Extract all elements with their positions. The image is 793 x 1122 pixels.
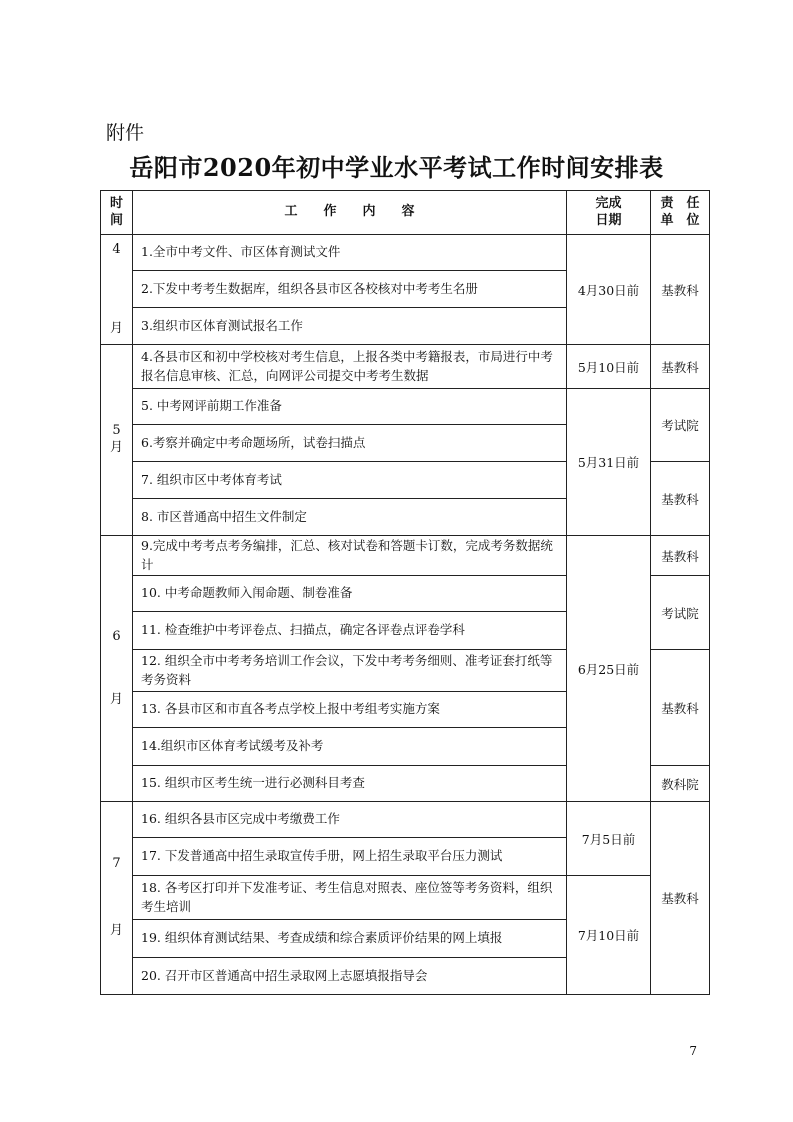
month-july-char: 月 xyxy=(109,923,123,939)
month-june-char: 月 xyxy=(109,691,123,707)
month-april-number: 4 xyxy=(112,241,121,257)
unit-cell-5: 基教科 xyxy=(651,536,710,576)
date-cell-2: 5月10日前 xyxy=(567,345,651,389)
work-item-17: 17. 下发普通高中招生录取宣传手册，网上招生录取平台压力测试 xyxy=(133,838,567,876)
table-row xyxy=(101,536,710,576)
work-item-4: 4.各县市区和初中学校核对考生信息，上报各类中考籍报表，市局进行中考报名信息审核、汇总，向网评公司提交中考考生数据 xyxy=(133,345,567,389)
month-cell-may: 5 月 xyxy=(101,345,133,536)
table-row xyxy=(101,802,710,838)
date-cell-5: 7月5日前 xyxy=(567,802,651,876)
date-cell-4: 6月25日前 xyxy=(567,536,651,802)
date-cell-1: 4月30日前 xyxy=(567,235,651,345)
unit-cell-9: 基教科 xyxy=(651,802,710,995)
unit-cell-6: 考试院 xyxy=(651,576,710,650)
header-work-content: 工 作 内 容 xyxy=(133,191,567,235)
unit-cell-8: 教科院 xyxy=(651,766,710,802)
work-item-8: 8. 市区普通高中招生文件制定 xyxy=(133,499,567,536)
work-item-9: 9.完成中考考点考务编排，汇总、核对试卷和答题卡订数，完成考务数据统计 xyxy=(133,536,567,576)
work-item-10: 10. 中考命题教师入闱命题、制卷准备 xyxy=(133,576,567,612)
unit-cell-2: 基教科 xyxy=(651,345,710,389)
month-cell-june xyxy=(101,536,133,802)
page-title: 岳阳市2020年初中学业水平考试工作时间安排表 xyxy=(129,153,664,182)
unit-cell-4: 基教科 xyxy=(651,462,710,536)
work-item-19: 19. 组织体育测试结果、考查成绩和综合素质评价结果的网上填报 xyxy=(133,920,567,958)
page-number: 7 xyxy=(689,1044,697,1058)
header-responsible-unit: 责 任 单 位 xyxy=(651,191,710,235)
table-row xyxy=(101,389,710,425)
table-row xyxy=(101,345,710,389)
table-row xyxy=(101,876,710,920)
work-item-20: 20. 召开市区普通高中招生录取网上志愿填报指导会 xyxy=(133,958,567,995)
work-item-11: 11. 检查维护中考评卷点、扫描点，确定各评卷点评卷学科 xyxy=(133,612,567,650)
work-item-3: 3.组织市区体育测试报名工作 xyxy=(133,308,567,345)
work-item-15: 15. 组织市区考生统一进行必测科目考查 xyxy=(133,766,567,802)
table-header-row xyxy=(101,191,710,235)
work-item-18: 18. 各考区打印并下发准考证、考生信息对照表、座位签等考务资料，组织考生培训 xyxy=(133,876,567,920)
unit-cell-1: 基教科 xyxy=(651,235,710,345)
month-cell-april xyxy=(101,235,133,345)
work-item-16: 16. 组织各县市区完成中考缴费工作 xyxy=(133,802,567,838)
month-july-number: 7 xyxy=(112,856,121,871)
work-item-5: 5. 中考网评前期工作准备 xyxy=(133,389,567,425)
work-item-2: 2.下发中考考生数据库，组织各县市区各校核对中考考生名册 xyxy=(133,271,567,308)
month-april-char: 月 xyxy=(109,320,123,336)
work-item-7: 7. 组织市区中考体育考试 xyxy=(133,462,567,499)
date-cell-6: 7月10日前 xyxy=(567,876,651,995)
header-completion-date: 完成 日期 xyxy=(567,191,651,235)
month-june-number: 6 xyxy=(112,628,121,644)
work-item-1: 1.全市中考文件、市区体育测试文件 xyxy=(133,235,567,271)
work-item-13: 13. 各县市区和市直各考点学校上报中考组考实施方案 xyxy=(133,692,567,728)
unit-cell-7: 基教科 xyxy=(651,650,710,766)
work-item-6: 6.考察并确定中考命题场所，试卷扫描点 xyxy=(133,425,567,462)
date-cell-3: 5月31日前 xyxy=(567,389,651,536)
work-item-14: 14.组织市区体育考试缓考及补考 xyxy=(133,728,567,766)
schedule-table xyxy=(100,190,710,995)
month-cell-july xyxy=(101,802,133,995)
work-item-12: 12. 组织全市中考考务培训工作会议，下发中考考务细则、准考证套打纸等考务资料 xyxy=(133,650,567,692)
header-time: 时 间 xyxy=(101,191,133,235)
attachment-label: 附件 xyxy=(106,122,145,144)
unit-cell-3: 考试院 xyxy=(651,389,710,462)
table-row xyxy=(101,235,710,271)
